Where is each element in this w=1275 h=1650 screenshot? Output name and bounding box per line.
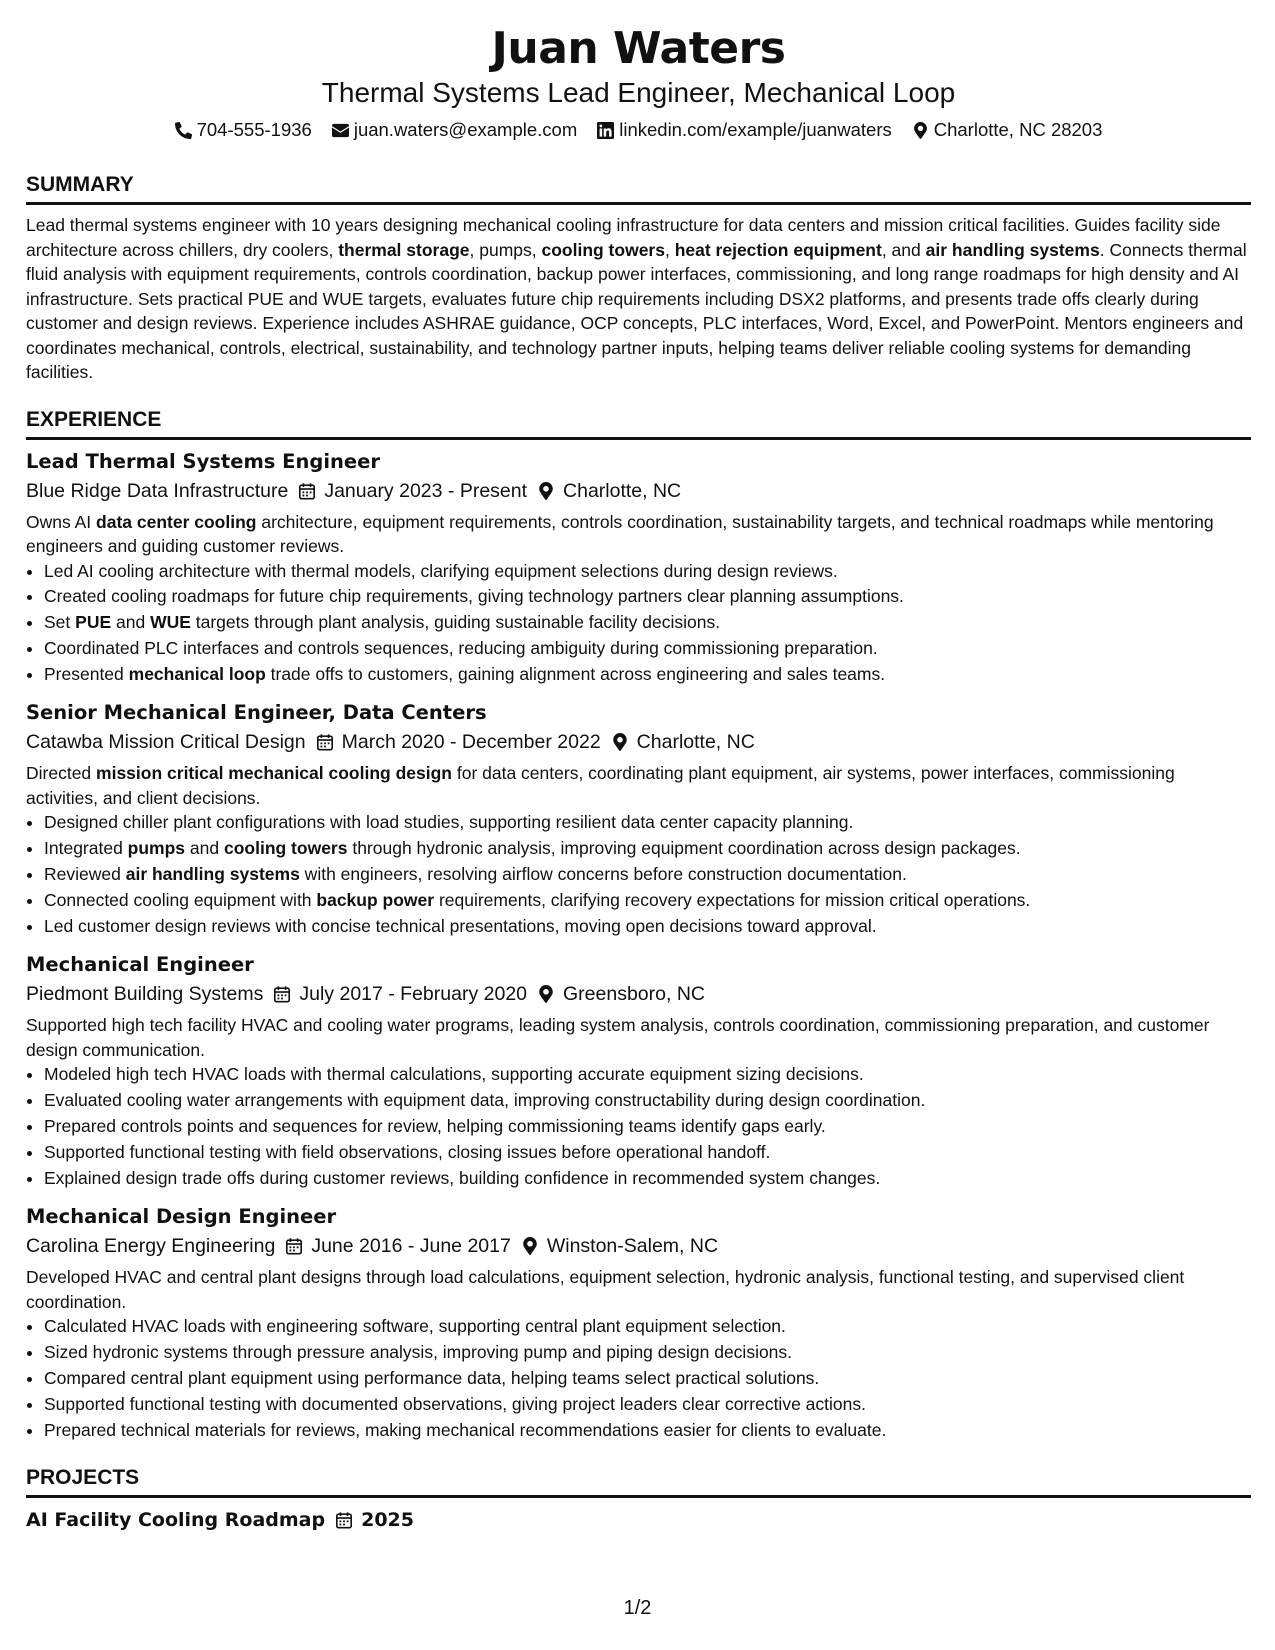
job-bullets	[26, 810, 1251, 939]
job-title: Senior Mechanical Engineer, Data Centers	[26, 701, 487, 725]
job-summary: Directed mission critical mechanical cooling design for data centers, coordinating plant equipment, air systems, power interfaces, commissioning activities, and client decisions.	[26, 763, 1175, 808]
email-text: juan.waters@example.com	[353, 119, 578, 140]
job-location-text: Winston-Salem, NC	[546, 1235, 719, 1258]
job-dates-text: June 2016 - June 2017	[311, 1235, 511, 1258]
candidate-name: Juan Waters	[491, 23, 786, 74]
job-bullets	[26, 1062, 1251, 1191]
calendar-icon	[273, 985, 291, 1003]
job-bullet: • Reviewed air handling systems with engineers, resolving airflow concerns before construction documentation.	[44, 862, 1251, 888]
job-bullet: • Evaluated cooling water arrangements with equipment data, improving constructability during design coordination.	[44, 1088, 1251, 1114]
job-meta	[26, 979, 1251, 1009]
project-year: 2025	[361, 1509, 414, 1532]
job-location	[611, 727, 755, 757]
job-bullet: • Created cooling roadmaps for future chip requirements, giving technology partners clear planning assumptions.	[44, 584, 1251, 610]
job-bullet: • Prepared technical materials for reviews, making mechanical recommendations easier for clients to evaluate.	[44, 1418, 1251, 1444]
contact-linkedin[interactable]	[597, 118, 892, 142]
job-bullet: • Modeled high tech HVAC loads with thermal calculations, supporting accurate equipment sizing decisions.	[44, 1062, 1251, 1088]
job-dates	[298, 476, 527, 506]
project-title: AI Facility Cooling Roadmap	[26, 1509, 326, 1532]
job-entry	[26, 951, 1251, 1191]
calendar-icon	[335, 1511, 353, 1529]
projects-heading: PROJECTS	[26, 1465, 1251, 1498]
calendar-icon	[316, 733, 334, 751]
contact-bar	[26, 118, 1251, 142]
phone-icon	[175, 122, 192, 139]
job-entry	[26, 1203, 1251, 1443]
job-location-text: Greensboro, NC	[563, 983, 705, 1006]
job-dates-text: January 2023 - Present	[324, 479, 528, 502]
job-location	[537, 476, 681, 506]
calendar-icon	[285, 1237, 303, 1255]
job-bullet: • Presented mechanical loop trade offs to customers, gaining alignment across engineering and sales teams.	[44, 662, 1251, 688]
map-pin-icon	[912, 122, 929, 139]
job-title: Mechanical Design Engineer	[26, 1205, 337, 1229]
job-company: Piedmont Building Systems	[26, 983, 264, 1006]
job-entry	[26, 448, 1251, 688]
job-summary: Developed HVAC and central plant designs through load calculations, equipment selection, hydronic analysis, functional testing, and supervised client coordination.	[26, 1267, 1185, 1312]
linkedin-text: linkedin.com/example/juanwaters	[619, 119, 892, 140]
location-text: Charlotte, NC 28203	[933, 119, 1103, 140]
map-pin-icon	[537, 482, 555, 500]
job-bullets	[26, 1314, 1251, 1443]
job-bullet: • Explained design trade offs during customer reviews, building confidence in recommended system changes.	[44, 1166, 1251, 1192]
job-bullet: • Integrated pumps and cooling towers through hydronic analysis, improving equipment coordination across design packages.	[44, 836, 1251, 862]
job-bullets	[26, 559, 1251, 688]
summary-text: Lead thermal systems engineer with 10 years designing mechanical cooling infrastructure for data centers and mission critical facilities. Guides facility side architecture across chillers, dry coolers, thermal storage, pumps, cooling towers, heat rejection equipment, and air handling systems. Connects thermal fluid analysis with equipment requirements, controls coordination, backup power interfaces, commissioning, and long range roadmaps for high density and AI infrastructure. Sets practical PUE and WUE targets, evaluates future chip requirements including DSX2 platforms, and presents trade offs clearly during customer and design reviews. Experience includes ASHRAE guidance, OCP concepts, PLC interfaces, Word, Excel, and PowerPoint. Mentors engineers and coordinates mechanical, controls, electrical, sustainability, and technology partner inputs, helping teams deliver reliable cooling systems for demanding facilities.	[26, 215, 1247, 382]
job-bullet: • Sized hydronic systems through pressure analysis, improving pump and piping design decisions.	[44, 1340, 1251, 1366]
job-bullet: • Led AI cooling architecture with thermal models, clarifying equipment selections during design reviews.	[44, 559, 1251, 585]
contact-location	[912, 118, 1103, 142]
job-bullet: • Supported functional testing with documented observations, giving project leaders clear corrective actions.	[44, 1392, 1251, 1418]
job-summary: Owns AI data center cooling architecture, equipment requirements, controls coordination, sustainability targets, and technical roadmaps while mentoring engineers and guiding customer reviews.	[26, 511, 1214, 556]
job-dates-text: July 2017 - February 2020	[299, 983, 528, 1006]
job-bullet: • Compared central plant equipment using performance data, helping teams select practical solutions.	[44, 1366, 1251, 1392]
job-bullet: • Supported functional testing with field observations, closing issues before operational handoff.	[44, 1140, 1251, 1166]
job-meta	[26, 727, 1251, 757]
map-pin-icon	[611, 733, 629, 751]
job-meta	[26, 476, 1251, 506]
project-item	[26, 1506, 1251, 1534]
resume-header	[26, 22, 1251, 142]
job-bullet: • Coordinated PLC interfaces and controls sequences, reducing ambiguity during commissioning preparation.	[44, 636, 1251, 662]
linkedin-icon	[597, 122, 614, 139]
job-bullet: • Connected cooling equipment with backup power requirements, clarifying recovery expectations for mission critical operations.	[44, 888, 1251, 914]
job-company: Blue Ridge Data Infrastructure	[26, 479, 289, 502]
candidate-headline: Thermal Systems Lead Engineer, Mechanical Loop	[321, 77, 956, 108]
job-dates	[316, 727, 601, 757]
contact-phone	[175, 118, 312, 142]
job-summary: Supported high tech facility HVAC and cooling water programs, leading system analysis, controls coordination, commissioning preparation, and customer design communication.	[26, 1015, 1210, 1060]
job-title: Lead Thermal Systems Engineer	[26, 449, 380, 473]
job-bullet: • Designed chiller plant configurations with load studies, supporting resilient data center capacity planning.	[44, 810, 1251, 836]
job-location	[521, 1231, 718, 1261]
job-company: Catawba Mission Critical Design	[26, 731, 306, 754]
project-date	[335, 1509, 414, 1531]
map-pin-icon	[521, 1237, 539, 1255]
contact-email[interactable]	[332, 118, 577, 142]
job-dates	[285, 1231, 511, 1261]
job-bullet: • Set PUE and WUE targets through plant analysis, guiding sustainable facility decisions.	[44, 610, 1251, 636]
job-entry	[26, 699, 1251, 939]
experience-heading: EXPERIENCE	[26, 407, 1251, 440]
job-bullet: • Prepared controls points and sequences for review, helping commissioning teams identify gaps early.	[44, 1114, 1251, 1140]
job-dates-text: March 2020 - December 2022	[341, 731, 601, 754]
phone-text: 704-555-1936	[196, 119, 312, 140]
job-location	[537, 979, 705, 1009]
job-meta	[26, 1231, 1251, 1261]
job-bullet: • Led customer design reviews with concise technical presentations, moving open decisions toward approval.	[44, 914, 1251, 940]
calendar-icon	[298, 482, 316, 500]
job-location-text: Charlotte, NC	[563, 479, 682, 502]
page-number: 1/2	[623, 1597, 652, 1619]
job-dates	[273, 979, 527, 1009]
map-pin-icon	[537, 985, 555, 1003]
job-location-text: Charlotte, NC	[636, 731, 755, 754]
job-company: Carolina Energy Engineering	[26, 1235, 276, 1258]
job-title: Mechanical Engineer	[26, 953, 254, 977]
resume-page	[26, 22, 1251, 1534]
experience-list	[26, 448, 1251, 1444]
envelope-icon	[332, 122, 349, 139]
summary-heading: SUMMARY	[26, 172, 1251, 205]
job-bullet: • Calculated HVAC loads with engineering software, supporting central plant equipment selection.	[44, 1314, 1251, 1340]
